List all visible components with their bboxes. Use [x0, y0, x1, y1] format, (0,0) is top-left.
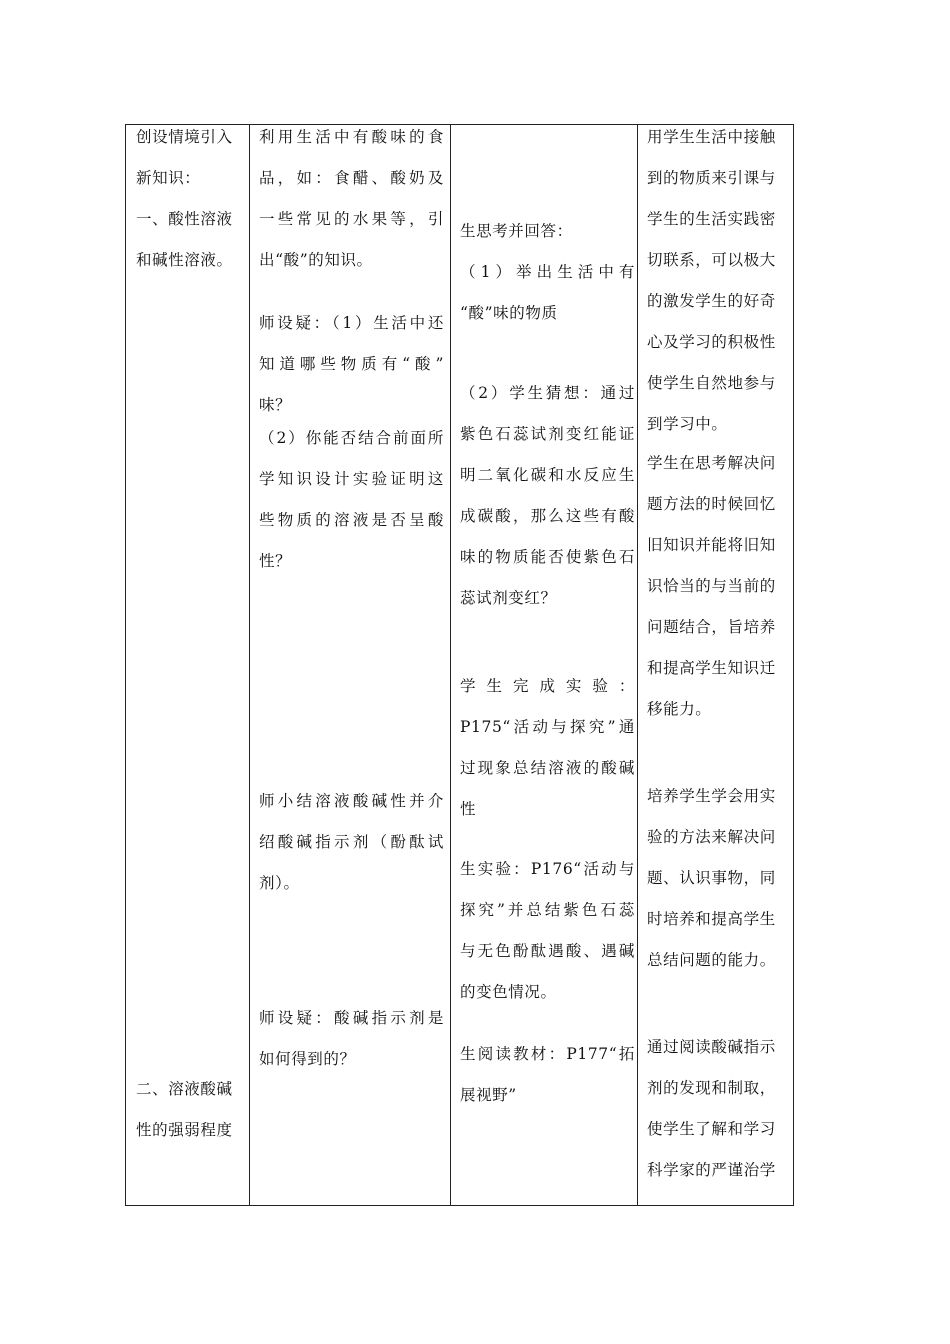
text-line: 科学家的严谨治学: [647, 1161, 776, 1179]
intent-block-1: [647, 117, 789, 445]
teacher-block-5: [259, 998, 444, 1080]
text-line: 一、酸性溶液: [136, 210, 233, 228]
student-block-4: [460, 849, 635, 1013]
text-line: 二、溶液酸碱: [136, 1080, 233, 1098]
text-line: 和提高学生知识迁: [647, 659, 776, 677]
text-line: 学生在思考解决问: [647, 454, 776, 472]
student-block-5: [460, 1034, 635, 1116]
text-line: 蕊试剂变红？: [460, 589, 557, 607]
column-divider: [249, 125, 250, 1205]
text-line: 心及学习的积极性: [647, 333, 776, 351]
text-line: 师小结溶液酸碱性并介: [259, 792, 444, 810]
student-block-3: [460, 666, 635, 830]
text-line: 明二氧化碳和水反应生: [460, 466, 635, 484]
text-line: 剂）。: [259, 874, 300, 892]
text-line: 总结问题的能力。: [647, 951, 776, 969]
content-block-strength: [136, 1069, 248, 1151]
text-line: 性: [460, 800, 477, 818]
text-line: 切联系，可以极大: [647, 251, 776, 269]
text-line: 到的物质来引课与: [647, 169, 776, 187]
text-line: 题、认识事物，同: [647, 869, 776, 887]
text-line: 性？: [259, 552, 292, 570]
text-line: 师设疑：（1）生活中还: [259, 314, 444, 332]
text-line: 生阅读教材：P177“拓: [460, 1045, 635, 1063]
text-line: 味？: [259, 396, 292, 414]
text-line: 展视野”: [460, 1086, 517, 1104]
text-line: 新知识：: [136, 169, 201, 187]
text-line: 培养学生学会用实: [647, 787, 776, 805]
text-line: 创设情境引入: [136, 128, 233, 146]
text-line: “酸”味的物质: [460, 304, 558, 322]
text-line: 用学生生活中接触: [647, 128, 776, 146]
column-divider: [637, 125, 638, 1205]
text-line: 一些常见的水果等，引: [259, 210, 444, 228]
text-line: （2）学生猜想：通过: [460, 384, 635, 402]
text-line: 利用生活中有酸味的食: [259, 128, 444, 146]
text-line: 生思考并回答：: [460, 222, 573, 240]
text-line: 学生完成实验：: [460, 677, 635, 695]
text-line: 味的物质能否使紫色石: [460, 548, 635, 566]
text-line: 和碱性溶液。: [136, 251, 233, 269]
text-line: 绍酸碱指示剂（酚酞试: [259, 833, 444, 851]
text-line: 识恰当的与当前的: [647, 577, 776, 595]
text-line: 过现象总结溶液的酸碱: [460, 759, 635, 777]
text-line: 师设疑：酸碱指示剂是: [259, 1009, 444, 1027]
text-line: 的变色情况。: [460, 983, 557, 1001]
text-line: 生实验：P176“活动与: [460, 860, 635, 878]
text-line: （1）举出生活中有: [460, 263, 635, 281]
teacher-block-1: [259, 117, 444, 281]
content-block-intro: [136, 117, 248, 281]
text-line: 验的方法来解决问: [647, 828, 776, 846]
intent-block-2: [647, 443, 789, 730]
text-line: 紫色石蕊试剂变红能证: [460, 425, 635, 443]
text-line: 题方法的时候回忆: [647, 495, 776, 513]
text-line: 性的强弱程度: [136, 1121, 233, 1139]
text-line: 的激发学生的好奇: [647, 292, 776, 310]
text-line: 如何得到的？: [259, 1050, 356, 1068]
text-line: 知道哪些物质有“酸”: [259, 355, 444, 373]
text-line: 品，如：食醋、酸奶及: [259, 169, 444, 187]
text-line: 旧知识并能将旧知: [647, 536, 776, 554]
text-line: 移能力。: [647, 700, 712, 718]
text-line: 学生的生活实践密: [647, 210, 776, 228]
intent-block-4: [647, 1027, 789, 1191]
text-line: 使学生自然地参与: [647, 374, 776, 392]
teacher-block-3: [259, 418, 444, 582]
teacher-block-2: [259, 303, 444, 426]
teacher-block-4: [259, 781, 444, 904]
text-line: 到学习中。: [647, 415, 728, 433]
text-line: 出“酸”的知识。: [259, 251, 373, 269]
text-line: 些物质的溶液是否呈酸: [259, 511, 444, 529]
text-line: 探究”并总结紫色石蕊: [460, 901, 635, 919]
lesson-plan-table: [125, 124, 794, 1206]
text-line: 时培养和提高学生: [647, 910, 776, 928]
text-line: （2）你能否结合前面所: [259, 429, 444, 447]
student-block-1: [460, 211, 635, 334]
column-divider: [450, 125, 451, 1205]
text-line: 与无色酚酞遇酸、遇碱: [460, 942, 635, 960]
text-line: 剂的发现和制取，: [647, 1079, 776, 1097]
student-block-2: [460, 373, 635, 619]
text-line: 问题结合，旨培养: [647, 618, 776, 636]
text-line: 学知识设计实验证明这: [259, 470, 444, 488]
text-line: 通过阅读酸碱指示: [647, 1038, 776, 1056]
intent-block-3: [647, 776, 789, 981]
text-line: 使学生了解和学习: [647, 1120, 776, 1138]
text-line: P175“活动与探究”通: [460, 718, 635, 736]
text-line: 成碳酸，那么这些有酸: [460, 507, 635, 525]
